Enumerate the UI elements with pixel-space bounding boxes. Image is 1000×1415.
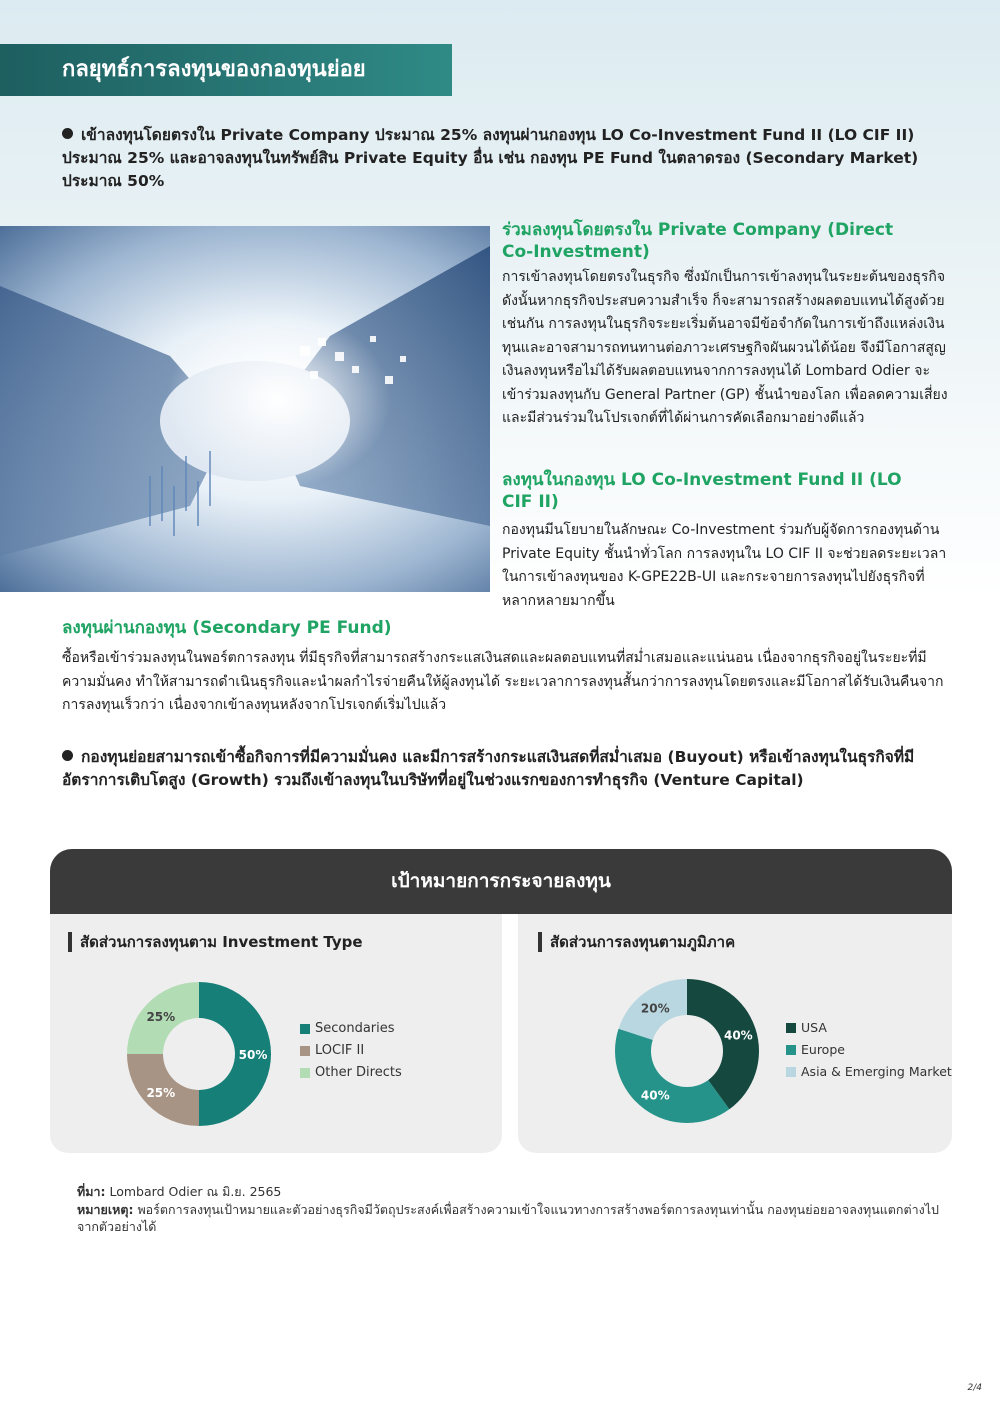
allocation-panel-title: เป้าหมายการกระจายลงทุน bbox=[391, 870, 611, 892]
legend-label: LOCIF II bbox=[315, 1043, 365, 1058]
lo-cif-body: กองทุนมีนโยบายในลักษณะ Co-Investment ร่วมกับผู้จัดการกองทุนด้าน Private Equity ชั้นนำทั่วโลก การลงทุนใน LO CIF II จะช่วยลดระยะเวลาในการเข้าลงทุนของ K-GPE22B-UI และกระจายการลงทุนไปยังธุรกิจที่หลากหลายมากขึ้น bbox=[502, 522, 947, 609]
source-label: ที่มา: bbox=[77, 1184, 106, 1199]
page-number: 2/4 bbox=[967, 1383, 982, 1393]
bullet-dot-icon bbox=[62, 128, 73, 139]
legend-swatch bbox=[786, 1067, 796, 1077]
legend-swatch bbox=[786, 1023, 796, 1033]
bullet-1-text: เข้าลงทุนโดยตรงใน Private Company ประมาณ 25% ลงทุนผ่านกองทุน LO Co-Investment Fund II (LO CIF II) ประมาณ 25% และอาจลงทุนในทรัพย์สิน Private Equity อื่น เช่น กองทุน PE Fund ในตลาดรอง (Secondary Market) ประมาณ 50% bbox=[62, 126, 919, 190]
strategy-bullet-1 bbox=[62, 124, 942, 193]
allocation-panel-header bbox=[50, 849, 952, 914]
source-text: Lombard Odier ณ มิ.ย. 2565 bbox=[109, 1184, 282, 1199]
legend-label: Secondaries bbox=[315, 1021, 395, 1036]
legend-item-europe bbox=[786, 1039, 952, 1061]
donut-data-label: 50% bbox=[238, 1048, 268, 1062]
legend-label: Asia & Emerging Market bbox=[801, 1064, 952, 1079]
legend-item-usa bbox=[786, 1017, 952, 1039]
legend-item-secondaries bbox=[300, 1018, 402, 1040]
legend-item-other-directs bbox=[300, 1062, 402, 1084]
donut-data-label: 40% bbox=[640, 1088, 670, 1103]
investment-type-box bbox=[50, 914, 502, 1153]
remark-label: หมายเหตุ: bbox=[77, 1202, 134, 1217]
direct-co-investment-body: การเข้าลงทุนโดยตรงในธุรกิจ ซึ่งมักเป็นการเข้าลงทุนในระยะต้นของธุรกิจ ดังนั้นหากธุรกิจประสบความสำเร็จ ก็จะสามารถสร้างผลตอบแทนได้สูงด้วยเช่นกัน การลงทุนในธุรกิจระยะเริ่มต้นอาจมีข้อจำกัดในการเข้าถึงแหล่งเงินทุนและอาจสามารถทนทานต่อภาวะเศรษฐกิจผันผวนได้น้อย จึงมีโอกาสสูญเงินลงทุนหรือไม่ได้รับผลตอบแทนจากการลงทุนได้ Lombard Odier จะเข้าร่วมลงทุนกับ General Partner (GP) ชั้นนำของโลก เพื่อลดความเสี่ยงและมีส่วนร่วมในโปรเจกต์ที่ได้ผ่านการคัดเลือกมาอย่างดีแล้ว bbox=[502, 269, 948, 426]
investment-type-legend bbox=[300, 1018, 402, 1084]
section-banner bbox=[0, 44, 452, 96]
region-box bbox=[518, 914, 952, 1153]
legend-label: USA bbox=[801, 1020, 827, 1035]
legend-swatch bbox=[300, 1068, 310, 1078]
donut-data-label: 25% bbox=[146, 1086, 176, 1101]
bullet-dot-icon bbox=[62, 750, 73, 761]
secondary-fund-title: ลงทุนผ่านกองทุน (Secondary PE Fund) bbox=[62, 618, 392, 638]
strategy-bullet-2 bbox=[62, 746, 942, 792]
lo-cif-title: ลงทุนในกองทุน LO Co-Investment Fund II (LO CIF II) bbox=[502, 470, 902, 512]
legend-swatch bbox=[300, 1046, 310, 1056]
donut-data-label: 40% bbox=[723, 1028, 753, 1043]
bullet-2-text: กองทุนย่อยสามารถเข้าซื้อกิจการที่มีความมั่นคง และมีการสร้างกระแสเงินสดที่สม่ำเสมอ (Buyout) หรือเข้าลงทุนในธุรกิจที่มีอัตราการเติบโตสูง (Growth) รวมถึงเข้าลงทุนในบริษัทที่อยู่ในช่วงแรกของการทำธุรกิจ (Venture Capital) bbox=[62, 748, 915, 789]
region-donut-chart bbox=[612, 976, 762, 1126]
investment-type-chart-title: สัดส่วนการลงทุนตาม Investment Type bbox=[68, 932, 363, 952]
legend-item-asia bbox=[786, 1061, 952, 1083]
legend-item-locif bbox=[300, 1040, 402, 1062]
donut-slice-europe bbox=[615, 1029, 729, 1123]
legend-label: Other Directs bbox=[315, 1065, 402, 1080]
source-note bbox=[77, 1183, 947, 1200]
handshake-illustration bbox=[0, 226, 490, 592]
remark-text: พอร์ตการลงทุนเป้าหมายและตัวอย่างธุรกิจมีวัตถุประสงค์เพื่อสร้างความเข้าใจแนวทางการสร้างพอร์ตการลงทุนเท่านั้น กองทุนย่อยอาจลงทุนแตกต่างไปจากตัวอย่างได้ bbox=[77, 1202, 939, 1234]
legend-swatch bbox=[786, 1045, 796, 1055]
donut-data-label: 25% bbox=[146, 1009, 176, 1024]
legend-label: Europe bbox=[801, 1042, 845, 1057]
legend-swatch bbox=[300, 1024, 310, 1034]
region-chart-title: สัดส่วนการลงทุนตามภูมิภาค bbox=[538, 932, 735, 952]
banner-title: กลยุทธ์การลงทุนของกองทุนย่อย bbox=[62, 57, 366, 82]
region-legend bbox=[786, 1017, 952, 1083]
investment-type-donut-chart bbox=[124, 979, 274, 1129]
handshake-photo bbox=[0, 226, 490, 592]
direct-co-investment-title: ร่วมลงทุนโดยตรงใน Private Company (Direct Co-Investment) bbox=[502, 220, 894, 262]
secondary-fund-body: ซื้อหรือเข้าร่วมลงทุนในพอร์ตการลงทุน ที่มีธุรกิจที่สามารถสร้างกระแสเงินสดและผลตอบแทนที่สม่ำเสมอและแน่นอน เนื่องจากธุรกิจอยู่ในระยะที่มีความมั่นคง ทำให้สามารถดำเนินธุรกิจและนำผลกำไรจ่ายคืนให้ผู้ลงทุนได้ ระยะเวลาการลงทุนสั้นกว่าการลงทุนโดยตรงและมีโอกาสได้รับเงินคืนจากการลงทุนเร็วกว่า เนื่องจากเข้าลงทุนหลังจากโปรเจกต์เริ่มไปแล้ว bbox=[62, 650, 944, 713]
remark-note bbox=[77, 1201, 947, 1235]
donut-data-label: 20% bbox=[640, 1001, 670, 1016]
